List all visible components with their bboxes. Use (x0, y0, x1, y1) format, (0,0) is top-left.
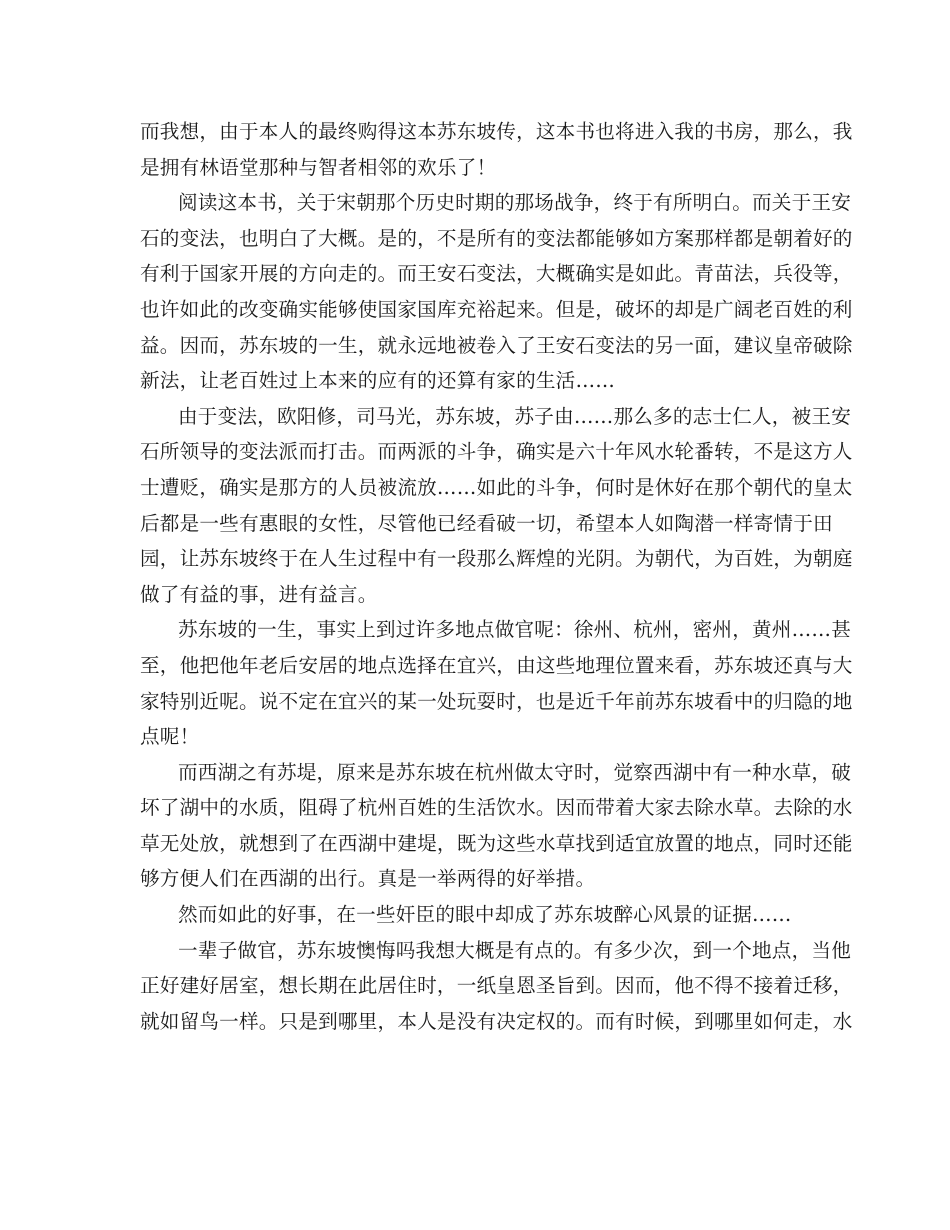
paragraph-6 (140, 897, 812, 933)
text-line: 而西湖之有苏堤，原来是苏东坡在杭州做太守时，觉察西湖中有一种水草，破 (178, 760, 851, 784)
text-line: 做了有益的事，进有益言。 (140, 582, 378, 606)
text-line: 后都是一些有惠眼的女性，尽管他已经看破一切，希望本人如陶潜一样寄情于田 (140, 511, 833, 535)
text-line: 坏了湖中的水质，阻碍了杭州百姓的生活饮水。因而带着大家去除水草。去除的水 (140, 796, 853, 820)
text-line: 园，让苏东坡终于在人生过程中有一段那么辉煌的光阴。为朝代，为百姓，为朝庭 (140, 547, 853, 571)
text-line: 正好建好居室，想长期在此居住时，一纸皇恩圣旨到。因而，他不得不接着迁移， (140, 974, 853, 998)
text-line: 益。因而，苏东坡的一生，就永远地被卷入了王安石变法的另一面，建议皇帝破除 (140, 333, 853, 357)
text-line: 至，他把他年老后安居的地点选择在宜兴，由这些地理位置来看，苏东坡还真与大 (140, 653, 853, 677)
paragraph-7 (140, 933, 853, 1040)
text-line: 也许如此的改变确实能够使国家国库充裕起来。但是，破坏的却是广阔老百姓的利 (140, 297, 853, 321)
text-line: 是拥有林语堂那种与智者相邻的欢乐了！ (140, 155, 497, 179)
document-body (140, 114, 853, 1039)
paragraph-1 (140, 114, 853, 185)
text-line: 石的变法，也明白了大概。是的，不是所有的变法都能够如方案那样都是朝着好的 (140, 226, 853, 250)
paragraph-3 (140, 399, 853, 613)
text-line: 然而如此的好事，在一些奸臣的眼中却成了苏东坡醉心风景的证据…… (178, 903, 792, 927)
text-line: 有利于国家开展的方向走的。而王安石变法，大概确实是如此。青苗法，兵役等， (140, 262, 853, 286)
text-line: 阅读这本书，关于宋朝那个历史时期的那场战争，终于有所明白。而关于王安 (178, 191, 851, 215)
text-line: 草无处放，就想到了在西湖中建堤，既为这些水草找到适宜放置的地点，同时还能 (140, 831, 853, 855)
text-line: 而我想，由于本人的最终购得这本苏东坡传，这本书也将进入我的书房，那么，我 (140, 120, 853, 143)
text-line: 点呢！ (140, 725, 200, 749)
paragraph-4 (140, 612, 853, 754)
paragraph-2 (140, 185, 853, 399)
text-line: 由于变法，欧阳修，司马光，苏东坡，苏子由……那么多的志士仁人，被王安 (178, 404, 851, 428)
text-line: 够方便人们在西湖的出行。真是一举两得的好举措。 (140, 867, 596, 891)
text-line: 家特别近呢。说不定在宜兴的某一处玩耍时，也是近千年前苏东坡看中的归隐的地 (140, 689, 853, 713)
paragraph-5 (140, 755, 853, 897)
text-line: 士遭贬，确实是那方的人员被流放……如此的斗争，何时是休好在那个朝代的皇太 (140, 475, 853, 499)
text-line: 一辈子做官，苏东坡懊悔吗我想大概是有点的。有多少次，到一个地点，当他 (178, 938, 851, 962)
text-line: 新法，让老百姓过上本来的应有的还算有家的生活…… (140, 369, 616, 393)
text-line: 就如留鸟一样。只是到哪里，本人是没有决定权的。而有时候，到哪里如何走，水 (140, 1009, 853, 1033)
text-line: 石所领导的变法派而打击。而两派的斗争，确实是六十年风水轮番转，不是这方人 (140, 440, 853, 464)
text-line: 苏东坡的一生，事实上到过许多地点做官呢：徐州、杭州，密州，黄州……甚 (178, 618, 851, 642)
